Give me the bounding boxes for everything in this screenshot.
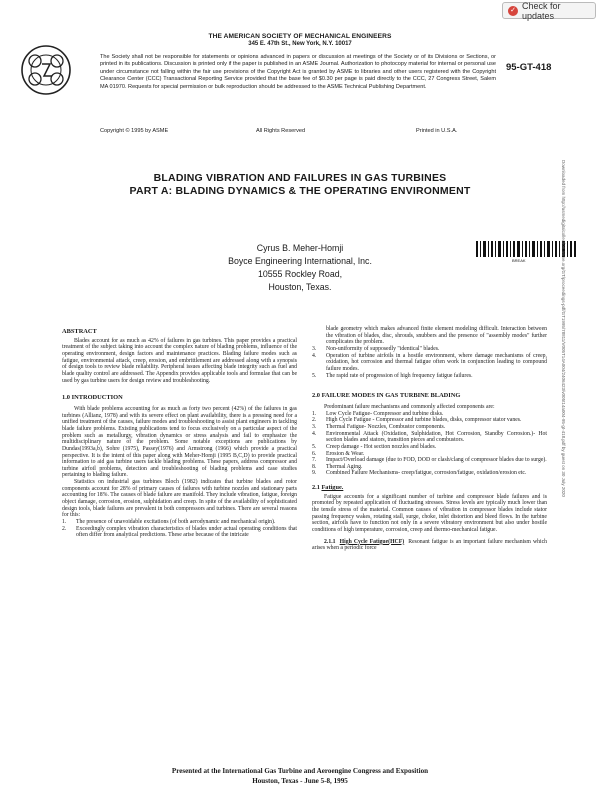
list-item: 9. Combined Failure Mechanisms- creep/fatigue, corrosion/fatigue, oxidation/erosion etc. xyxy=(312,470,527,477)
paper-title: BLADING VIBRATION AND FAILURES IN GAS TURBINES xyxy=(153,172,447,184)
list-item: 3. Non-uniformity of supposedly "identical" blades. xyxy=(312,345,440,352)
abstract-text: Blades account for as much as 42% of failures in gas turbines. This paper provides a practical treatment of the subject taking into account the complex nature of blading problems, influence of the operating environment, design factors and maintenance practices. Blading failure modes such as fatigue, environmental attack, creep, erosion, and embrittlement are addressed along with a synopsis of design tools to review blade reliability. Peripheral issues affecting blade integrity such as fuel and blade quality control are addressed. The Appendix provides applicable tools and formulae that can be used by gas turbine users for design review and troubleshooting. xyxy=(62,337,297,384)
right-column xyxy=(312,326,547,552)
fatigue-heading: 2.1 Fatigue. xyxy=(312,484,344,492)
crossmark-icon: ✓ xyxy=(508,6,518,16)
list-item: 5. The rapid rate of progression of high frequency fatigue failures. xyxy=(312,372,473,379)
rights-line: All Rights Reserved xyxy=(256,128,306,134)
paper-subtitle: PART A: BLADING DYNAMICS & THE OPERATING ENVIRONMENT xyxy=(129,185,471,197)
intro-reasons-list xyxy=(62,519,297,539)
copyright-line: Copyright © 1995 by ASME xyxy=(100,128,169,134)
intro-heading: 1.0 INTRODUCTION xyxy=(62,394,123,402)
section-2-intro: Predominant failure mechanisms and commonly affected components are: xyxy=(324,403,495,410)
author-company: Boyce Engineering International, Inc. xyxy=(228,256,372,266)
fatigue-text: Fatigue accounts for a significant number of turbine and compressor blade failures and is promoted by repeated application of fluctuating stresses. Stress levels are typically much lower than the tensile stress of the material. Common causes of vibration in compressor blades include stator passing frequency wakes, rotating stall, surge, choke, inlet distortion and bleed flows. In the turbine section, airfoils have to function not only in a severe vibratory environment but also under hostile conditions of high temperature, corrosion, creep and thermo-mechanical fatigue. xyxy=(312,493,547,534)
society-name: THE AMERICAN SOCIETY OF MECHANICAL ENGINEERS xyxy=(208,33,392,40)
list-item: 4. Operation of turbine airfoils in a hostile environment, where damage mechanisms of creep, oxidation, hot corrosion and thermal fatigue often work in conjunction leading to compound failure modes. xyxy=(312,352,547,372)
list-item: 8. Thermal Aging. xyxy=(312,463,363,470)
failure-modes-list xyxy=(312,411,547,478)
intro-paragraph-2: Statistics on industrial gas turbines Bloch (1982) indicates that turbine blades and rotor components account for 28% of primary causes of failures with turbine nozzles and stationary parts accounting for 18%. The causes of blade failure are manifold. They include vibration, fatigue, foreign object damage, corrosion, erosion, sulphidation and creep. In spite of the availability of sophisticated design tools, blade failures are prevalent in both compressors and turbines. There are several reasons for this: xyxy=(62,479,297,519)
author-street: 10555 Rockley Road, xyxy=(257,269,343,279)
abstract-heading: ABSTRACT xyxy=(62,328,97,335)
list-item: 7. Impact/Overload damage (due to FOD, DOD or clash/clang of compressor blades due to surge). xyxy=(312,457,547,464)
society-address: 345 E. 47th St., New York, N.Y. 10017 xyxy=(248,41,352,47)
check-for-updates-button[interactable] xyxy=(502,2,596,19)
footer-location: Houston, Texas - June 5-8, 1995 xyxy=(252,777,348,785)
intro-paragraph-1: With blade problems accounting for as much as forty two percent (42%) of the failures in gas turbines (Allianz, 1978) and with its severe effect on plant availability, there is a pressing need for a unified treatment of the causes, failure modes and troubleshooting to assist plant engineers in tackling blade failure problems. Existing publications tend to focus exclusively on a particular aspect of the problem such as metallurgy, vibration dynamics or stress analysis and fail to emphasize the multidisciplinary nature of the problem. Some notable exceptions are publications by Dundas(1993a,b), Sohre (1975), Passey(1976) and Armstrong (1966) which provide a practical perspective. It is the intent of this paper along with Meher-Homji (1995 B,C,D) to provide practical information to aid gas turbine users tackle blading problems. These papers, address compressor and turbine airfoil problems, detection and troubleshooting of blading problems and case studies pertaining to blading failure. xyxy=(62,405,297,479)
left-column xyxy=(62,326,297,539)
section-2-heading: 2.0 FAILURE MODES IN GAS TURBINE BLADING xyxy=(312,392,461,400)
author-name: Cyrus B. Meher-Homji xyxy=(256,243,344,253)
list-item: 6. Erosion & Wear. xyxy=(312,450,365,457)
footer-presented: Presented at the International Gas Turbine and Aeroengine Congress and Exposition xyxy=(171,767,429,775)
check-for-updates-label: Check for updates xyxy=(522,0,561,21)
reasons-list-continued xyxy=(312,346,547,379)
list-item: 5. Creep damage - Hot section nozzles and blades. xyxy=(312,443,437,450)
hcf-paragraph: 2.1.1 High Cycle Fatigue(HCF) Resonant fatigue is an important failure mechanism which arises when a periodic force xyxy=(312,538,548,552)
paper-number: 95-GT-418 xyxy=(506,62,552,73)
download-note: Downloaded from http://asmedigitalcollection.asme.org/GT/proceedings-pdf/GT1995/78811/V005T14A004/2406423/v005t14a004-95-gt-418.pdf by guest on 30 July 2020 xyxy=(561,160,566,497)
list-item: 3. Thermal Fatigue- Nozzles, Combustor components. xyxy=(312,423,446,430)
asme-logo-icon xyxy=(20,44,72,96)
list-item: 2. High Cycle Fatigue - Compressor and turbine blades, disks, compressor stator vanes. xyxy=(312,417,522,424)
continued-text: blade geometry which makes advanced finite element modeling difficult. Interaction between the vibration of blades, disc, shrouds, snubbers and the presence of "assembly modes" further complicates the problem. xyxy=(326,326,547,346)
list-item: 4. Environmental Attack (Oxidation, Sulphidation, Hot Corrosion, Standby Corrosion.)- Hot section blades and stators, transition pieces and combustors. xyxy=(312,430,547,444)
author-city: Houston, Texas. xyxy=(268,282,332,292)
copyright-notice: The Society shall not be responsible for statements or opinions advanced in papers or discussion at meetings of the Society or of its Divisions or Sections, or printed in its publications. Discussion is printed only if the paper is published in an ASME Journal. Authorization to photocopy material for internal or personal use under circumstance not falling within the fair use provisions of the Copyright Act is granted by ASME to libraries and other users registered with the Copyright Clearance Center (CCC) Transactional Reporting Service provided that the base fee of $0.30 per page is paid directly to the CCC, 27 Congress Street, Salem MA 01970. Requests for special permission or bulk reproduction should be addressed to the ASME Technical Publishing Department. xyxy=(100,54,496,90)
list-item: 1. Low Cycle Fatigue- Compressor and turbine disks. xyxy=(312,410,444,417)
printed-line: Printed in U.S.A. xyxy=(416,128,458,134)
list-item: 1. The presence of unavoidable excitations (of both aerodynamic and mechanical origin). xyxy=(62,519,276,526)
barcode-label: BREAK xyxy=(512,258,526,263)
list-item: 2. Exceedingly complex vibration characteristics of blades under actual operating conditions that often differ from analytical predictions. These arise because of the intricate xyxy=(62,525,297,539)
